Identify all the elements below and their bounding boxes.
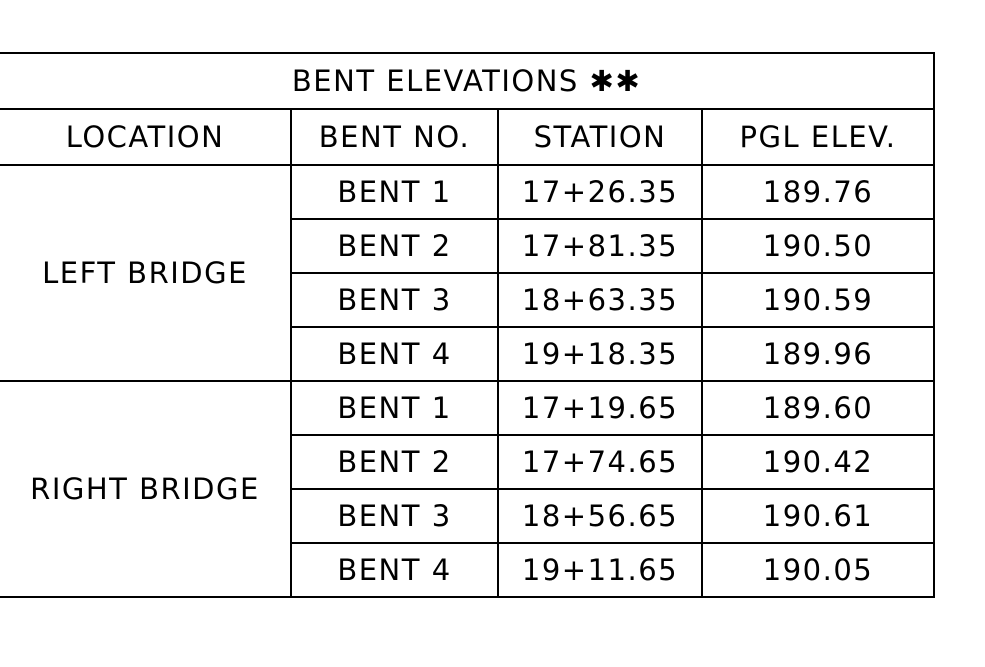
elev-cell: 189.76 — [702, 165, 934, 219]
bent-cell: BENT 1 — [291, 381, 498, 435]
header-bent-no: BENT NO. — [291, 109, 498, 165]
bent-cell: BENT 4 — [291, 543, 498, 597]
table-header-row — [0, 109, 934, 165]
table-title-row — [0, 53, 934, 109]
bent-cell: BENT 4 — [291, 327, 498, 381]
station-cell: 18+63.35 — [498, 273, 702, 327]
station-cell: 19+11.65 — [498, 543, 702, 597]
elev-cell: 189.96 — [702, 327, 934, 381]
elev-cell: 190.59 — [702, 273, 934, 327]
station-cell: 17+19.65 — [498, 381, 702, 435]
elev-cell: 190.61 — [702, 489, 934, 543]
header-station: STATION — [498, 109, 702, 165]
bent-cell: BENT 2 — [291, 435, 498, 489]
header-location: LOCATION — [0, 109, 291, 165]
bent-elevations-table — [0, 52, 935, 598]
table-row — [0, 165, 934, 219]
table-title: BENT ELEVATIONS ✱✱ — [0, 53, 934, 109]
elev-cell: 190.42 — [702, 435, 934, 489]
station-cell: 19+18.35 — [498, 327, 702, 381]
bent-cell: BENT 1 — [291, 165, 498, 219]
bent-cell: BENT 3 — [291, 273, 498, 327]
bent-cell: BENT 2 — [291, 219, 498, 273]
station-cell: 18+56.65 — [498, 489, 702, 543]
elev-cell: 190.05 — [702, 543, 934, 597]
bent-cell: BENT 3 — [291, 489, 498, 543]
table-row — [0, 381, 934, 435]
location-left-bridge: LEFT BRIDGE — [0, 165, 291, 381]
elev-cell: 189.60 — [702, 381, 934, 435]
elev-cell: 190.50 — [702, 219, 934, 273]
header-pgl-elev: PGL ELEV. — [702, 109, 934, 165]
location-right-bridge: RIGHT BRIDGE — [0, 381, 291, 597]
station-cell: 17+81.35 — [498, 219, 702, 273]
station-cell: 17+26.35 — [498, 165, 702, 219]
station-cell: 17+74.65 — [498, 435, 702, 489]
